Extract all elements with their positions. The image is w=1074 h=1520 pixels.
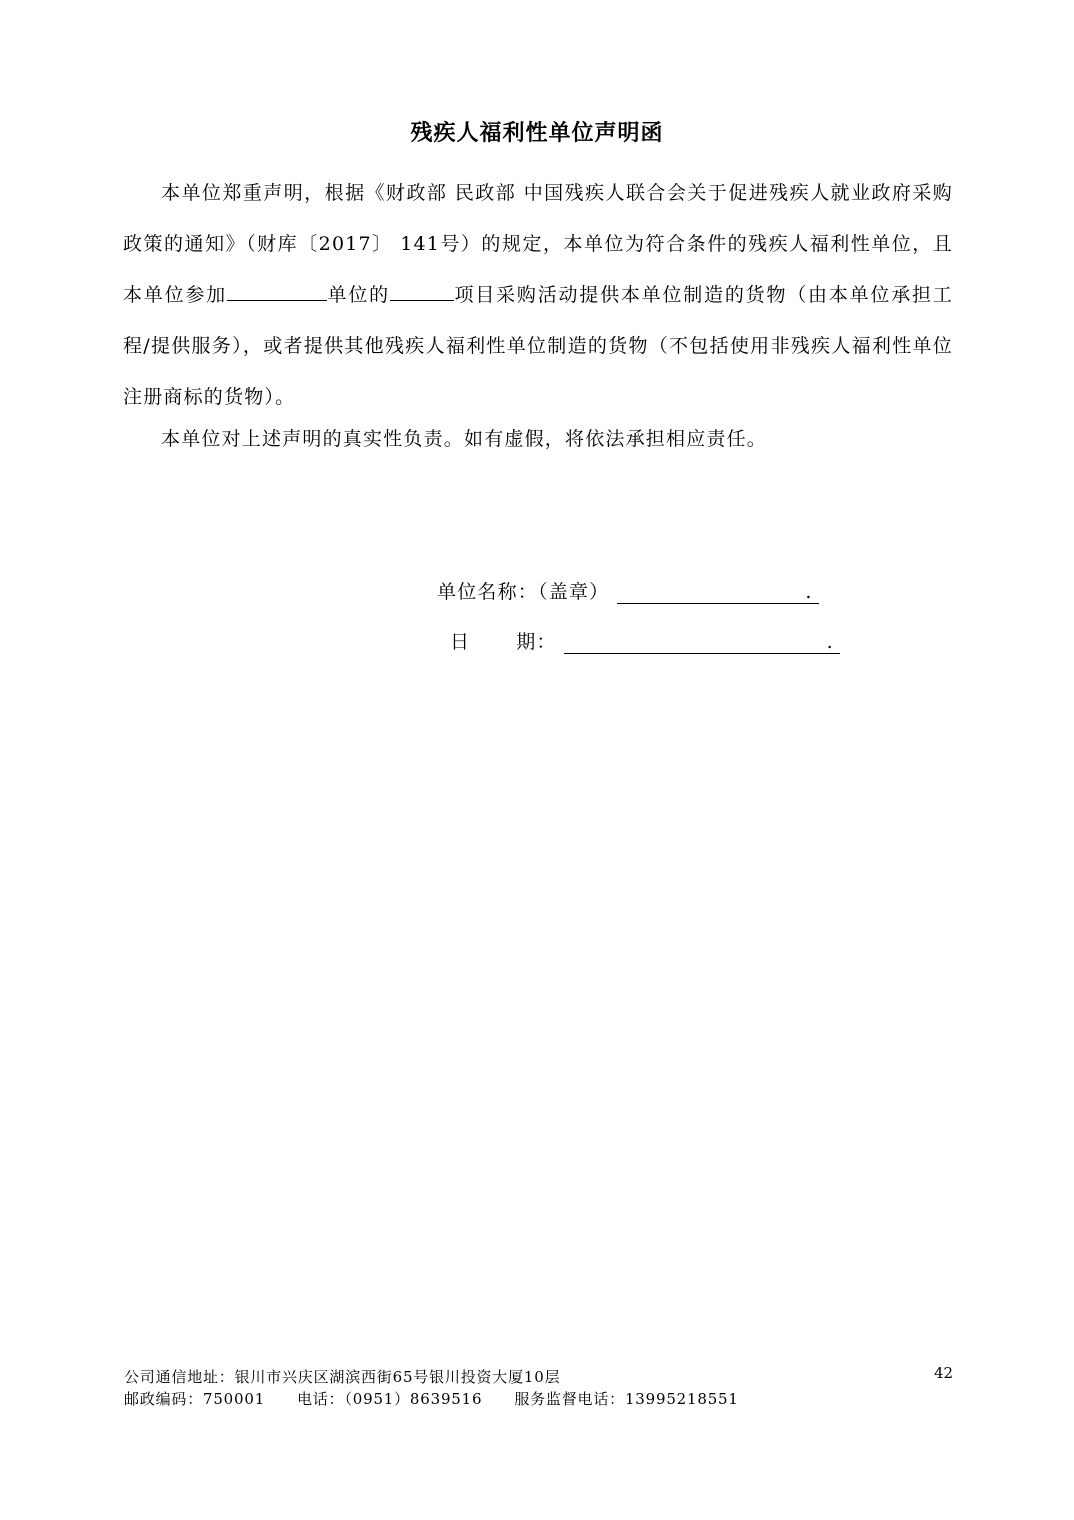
footer-address: 公司通信地址：银川市兴庆区湖滨西街65号银川投资大厦10层 <box>124 1368 561 1386</box>
project-unit-blank <box>227 278 327 301</box>
date-line <box>564 631 840 654</box>
page-footer <box>124 1366 954 1410</box>
unit-name-line <box>617 581 819 604</box>
declaration-paragraph <box>123 168 953 423</box>
project-name-blank <box>390 278 454 301</box>
date-label-char-1: 日 <box>450 631 471 653</box>
paragraph-text-part2: 单位的 <box>326 284 390 306</box>
page-number: 42 <box>934 1364 954 1382</box>
date-trailing-dot: . <box>826 631 834 653</box>
document-title: 残疾人福利性单位声明函 <box>410 120 664 146</box>
unit-name-trailing-dot: . <box>805 581 813 603</box>
unit-name-signature-row <box>437 577 819 604</box>
footer-contact-line <box>124 1388 954 1410</box>
paragraph-text-part1: 本单位郑重声明，根据《财政部 民政部 中国残疾人联合会关于促进残疾人就业政府采购政策的通知》（财库〔2017〕 141号）的规定，本单位为符合条件的残疾人福利性单位，且本单位参加 <box>123 182 953 306</box>
date-label-char-2: 期： <box>516 631 557 653</box>
date-signature-row <box>450 627 840 654</box>
footer-postcode: 邮政编码：750001 <box>124 1390 266 1408</box>
footer-supervision-phone: 服务监督电话：13995218551 <box>514 1390 739 1408</box>
responsibility-paragraph: 本单位对上述声明的真实性负责。如有虚假，将依法承担相应责任。 <box>161 428 768 450</box>
paragraph-text-part3: 项目采购活动提供本单位制造的货物（由本单位承担工程/提供服务），或者提供其他残疾人福利性单位制造的货物（不包括使用非残疾人福利性单位注册商标的货物）。 <box>123 284 953 408</box>
unit-name-label: 单位名称：（盖章） <box>437 581 610 603</box>
footer-phone: 电话：（0951）8639516 <box>297 1390 483 1408</box>
